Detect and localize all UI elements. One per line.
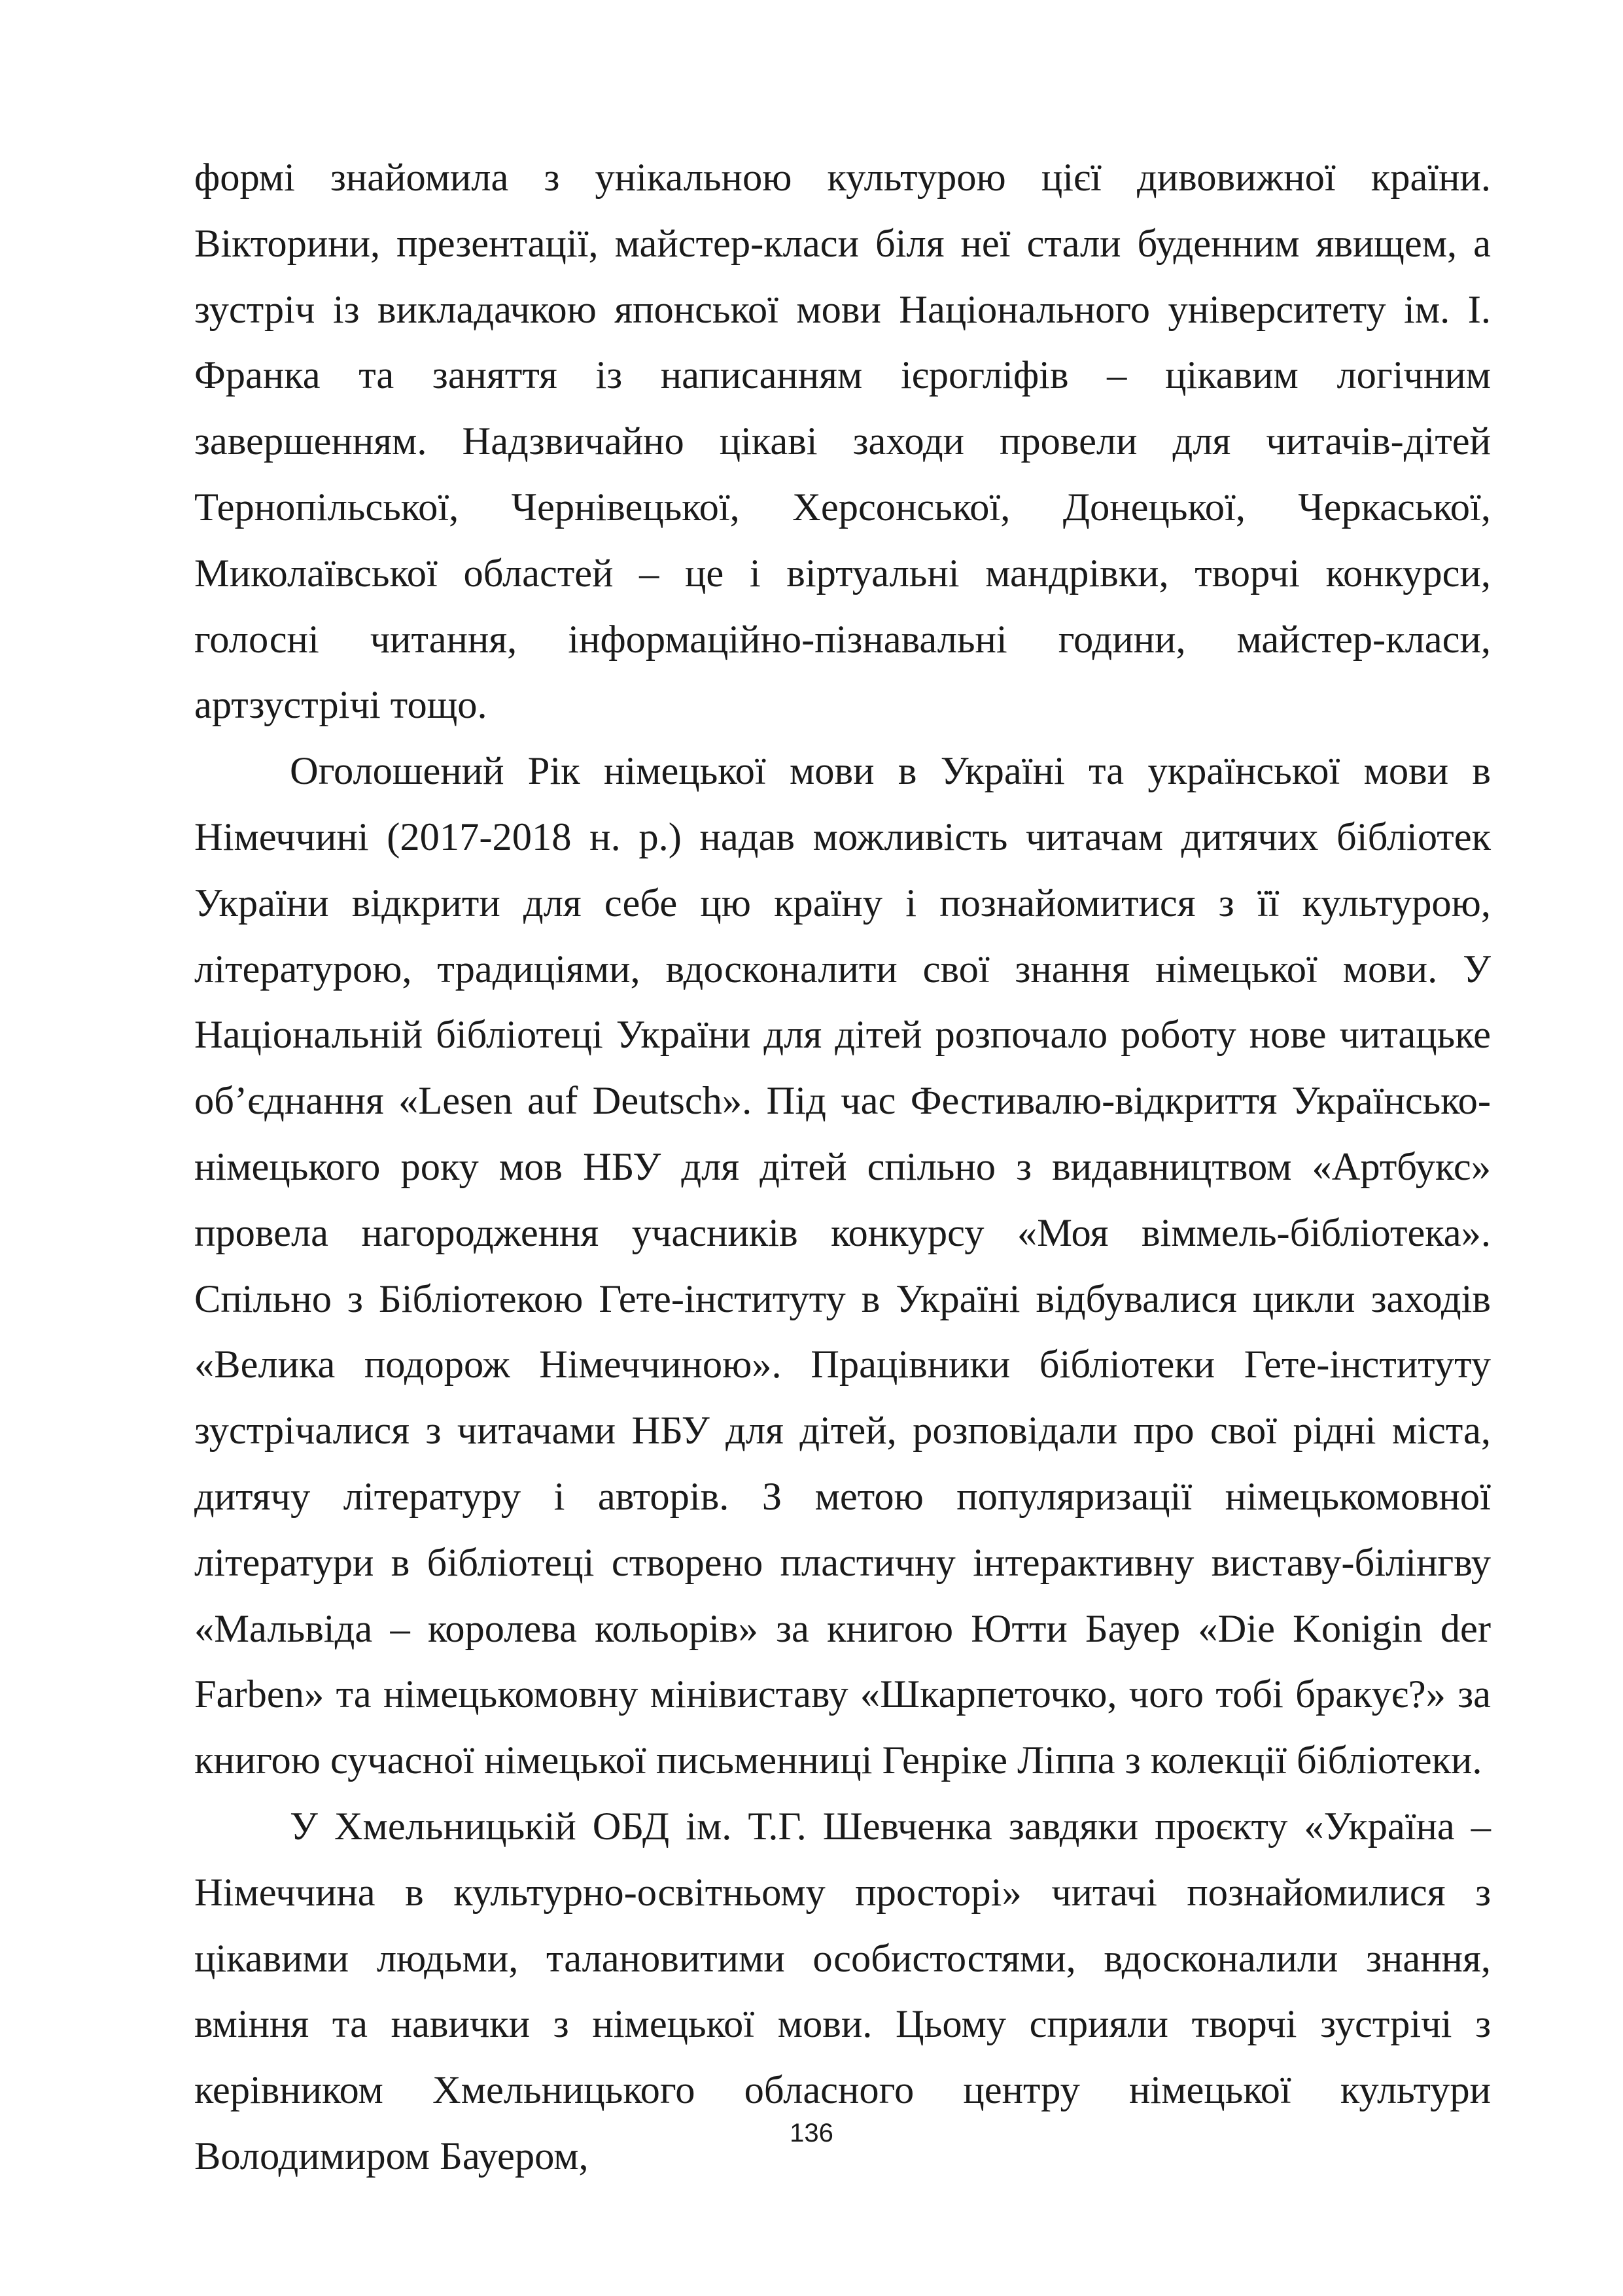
page-body: [194, 145, 1491, 2190]
paragraph-3: У Хмельницькій ОБД ім. Т.Г. Шевченка завдяки проєкту «Україна – Німеччина в культурно-освітньому просторі» читачі познайомилися з цікавими людьми, талановитими особистостями, вдосконалили знання, вміння та навички з німецької мови. Цьому сприяли творчі зустрічі з керівником Хмельницького обласного центру німецької культури Володимиром Бауером,: [194, 1804, 1491, 2178]
page-number: 136: [790, 2119, 833, 2147]
paragraph-2: Оголошений Рік німецької мови в Україні та української мови в Німеччині (2017-2018 н. р.) надав можливість читачам дитячих бібліотек України відкрити для себе цю країну і познайомитися з її культурою, літературою, традиціями, вдосконалити свої знання німецької мови. У Національній бібліотеці України для дітей розпочало роботу нове читацьке об’єднання «Lesen auf Deutsch». Під час Фестивалю-відкриття Українсько-німецького року мов НБУ для дітей спільно з видавництвом «Артбукс» провела нагородження учасників конкурсу «Моя віммель-бібліотека». Спільно з Бібліотекою Гете-інституту в Україні відбувалися цикли заходів «Велика подорож Німеччиною». Працівники бібліотеки Гете-інституту зустрічалися з читачами НБУ для дітей, розповідали про свої рідні міста, дитячу літературу і авторів. З метою популяризації німецькомовної літератури в бібліотеці створено пластичну інтерактивну виставу-білінгву «Мальвіда – королева кольорів» за книгою Ютти Бауер «Die Konigin der Farben» та німецькомовну мінівиставу «Шкарпеточко, чого тобі бракує?» за книгою сучасної німецької письменниці Генріке Ліппа з колекції бібліотеки.: [194, 749, 1491, 1783]
paragraph-1: формі знайомила з унікальною культурою цієї дивовижної країни. Вікторини, презентації, майстер-класи біля неї стали буденним явищем, а зустріч із викладачкою японської мови Національного університету ім. І. Франка та заняття із написанням ієрогліфів – цікавим логічним завершенням. Надзвичайно цікаві заходи провели для читачів-дітей Тернопільської, Чернівецької, Херсонської, Донецької, Черкаської, Миколаївської областей – це і віртуальні мандрівки, творчі конкурси, голосні читання, інформаційно-пізнавальні години, майстер-класи, артзустрічі тощо.: [194, 156, 1491, 728]
